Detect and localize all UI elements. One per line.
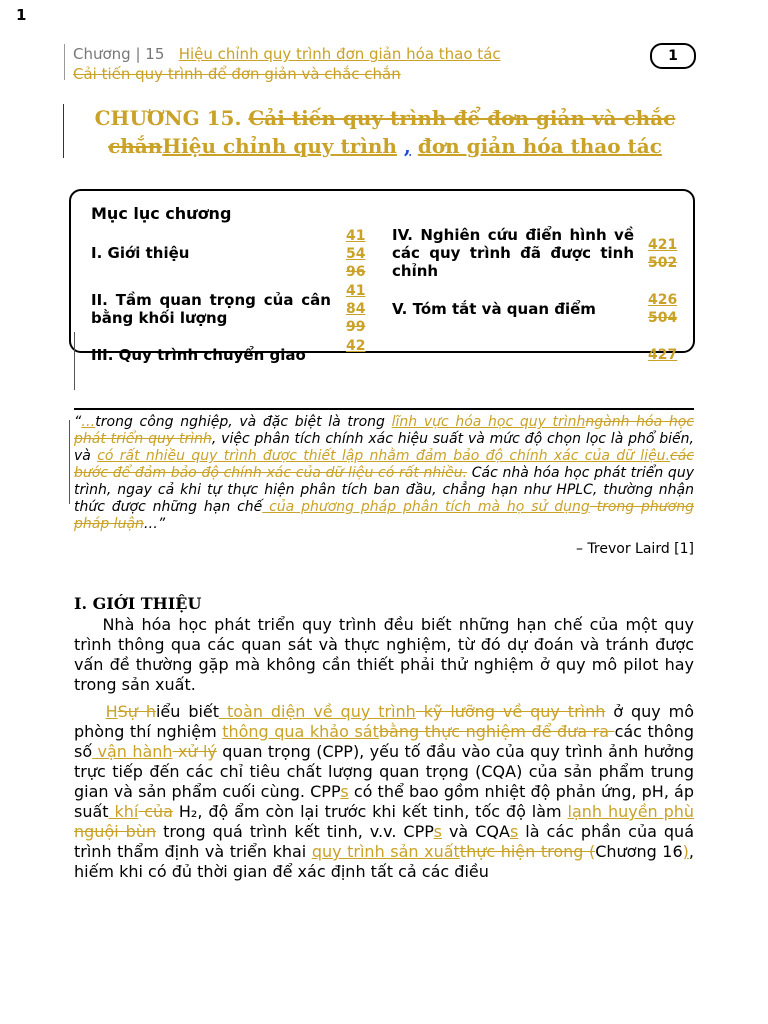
quote-text: trong công nghiệp, và đặc biệt là trong (95, 414, 392, 430)
quote-deleted: các bước để đảm bảo độ chính xác của dữ liệu có rất nhiều. (74, 448, 694, 481)
paragraph-text: và CQA (441, 822, 510, 841)
inserted-text: vận hành (92, 742, 173, 761)
header-title-inserted: Hiệu chỉnh quy trình đơn giản hóa thao tác (178, 45, 501, 63)
inserted-text: thông qua khảo sát (222, 722, 379, 741)
inserted-text: lạnh huyền phù (567, 802, 695, 821)
inserted-text: s (340, 782, 349, 801)
quote-inserted: lĩnh vực hóa học quy trình (391, 414, 586, 430)
toc-page-number: 42 (346, 338, 366, 354)
paragraph-text: ở quy mô phòng thí nghiệm (74, 702, 695, 741)
header-left-bar (64, 44, 65, 80)
toc-item-pages[interactable] (648, 236, 677, 272)
inserted-text: khí (108, 802, 139, 821)
toc-page-number: 427 (648, 347, 678, 363)
toc-left-bar (74, 332, 75, 390)
toc-page-number-deleted: 504 (648, 310, 678, 326)
toc-item-pages[interactable] (346, 227, 365, 281)
quote-open: “ (74, 414, 82, 430)
chapter-title-comma: , (403, 134, 411, 158)
chapter-title-deleted-1: Cải tiến quy trình để đơn giản và chắc (248, 106, 676, 130)
section-heading: I. GIỚI THIỆU (74, 594, 202, 613)
toc-item-label[interactable]: II. Tầm quan trọng của cân bằng khối lượng (91, 291, 331, 327)
quote-inserted-ellipsis: … (81, 414, 96, 430)
body-paragraph (74, 615, 694, 695)
deleted-text: kỹ lưỡng về quy trình (415, 702, 606, 721)
toc-page-number-deleted: 96 (346, 264, 366, 280)
toc-page-number: 41 (346, 283, 366, 299)
chapter-title-deleted-2: chắn (108, 134, 163, 158)
quote-left-bar (69, 420, 70, 504)
deleted-text: của (138, 802, 173, 821)
paragraph-text: Chương 16 (595, 842, 683, 861)
chapter-title-inserted-b: đơn giản hóa thao tác (417, 134, 662, 158)
quote-text: Các nhà hóa học phát triển quy trình, ngay cả khi tự thực hiện phân tích ban đầu, chẳng hạn như HPLC, thường nhận thức được những hạn chế (74, 465, 694, 515)
quote-author: – Trevor Laird [1] (575, 541, 694, 557)
paragraph-text: là các phần của quá trình thẩm định và triển khai (74, 822, 695, 861)
quote-inserted: có rất nhiều quy trình được thiết lập nhằm đảm bảo độ chính xác của dữ liệu. (97, 448, 671, 464)
inserted-text: toàn diện về quy trình (219, 702, 416, 721)
inserted-text: s (509, 822, 519, 841)
inserted-text: s (433, 822, 442, 841)
quote-deleted: trong phương pháp luận (74, 499, 694, 532)
toc-page-number: 84 (346, 301, 366, 317)
toc-item-label[interactable]: I. Giới thiệu (91, 244, 190, 262)
quote-close: …” (143, 516, 166, 532)
toc-item-label[interactable]: III. Quy trình chuyển giao (91, 346, 306, 364)
paragraph-text: H₂, độ ẩm còn lại trước khi kết tinh, tốc độ làm (172, 802, 568, 821)
paragraph-text: iểu biết (155, 702, 220, 721)
toc-page-number: 41 (346, 228, 366, 244)
toc-item-pages[interactable] (648, 346, 677, 364)
toc-page-number: 421 (648, 237, 678, 253)
toc-title: Mục lục chương (91, 204, 232, 223)
paragraph-text: quan trọng (CPP), yếu tố đầu vào của quy trình ảnh hưởng trực tiếp đến các chỉ tiêu chất lượng quan trọng (CQA) của sản phẩm trung gian và sản phẩm cuối cùng. CPP (74, 742, 695, 801)
title-left-bar (63, 104, 64, 158)
header-title-deleted: Cải tiến quy trình để đơn giản và chắc chắn (73, 65, 401, 83)
toc-page-number: 426 (648, 292, 678, 308)
toc-page-number-deleted: 502 (648, 255, 678, 271)
deleted-text: nguội bùn (74, 822, 157, 841)
toc-page-number: 54 (346, 246, 366, 262)
chapter-title (70, 104, 700, 160)
paragraph-text: trong quá trình kết tinh, v.v. CPP (156, 822, 434, 841)
paragraph-text: có thể bao gồm nhiệt độ phản ứng, pH, áp suất (74, 782, 695, 821)
chapter-prefix: CHƯƠNG 15. (94, 106, 242, 130)
toc-item-label[interactable]: V. Tóm tắt và quan điểm (392, 300, 596, 318)
toc-item-pages[interactable] (346, 282, 365, 336)
quote-rule (74, 408, 694, 410)
toc-item-pages[interactable] (346, 337, 365, 355)
page-number: 1 (16, 6, 27, 24)
header-chapter-label: Chương | 15 (73, 45, 165, 63)
deleted-text: Sự h (117, 702, 156, 721)
quote-deleted: ngành hóa học phát triển quy trình (74, 414, 694, 447)
deleted-text: bằng thực nghiệm để đưa ra (378, 722, 615, 741)
paragraph-text: , hiếm khi có đủ thời gian để xác định tất cả các điều (74, 842, 695, 881)
deleted-text: xử lý (172, 742, 217, 761)
toc-page-number-deleted: 99 (346, 319, 366, 335)
running-header (73, 44, 593, 84)
epigraph-quote (74, 414, 694, 533)
paragraph-text: Nhà hóa học phát triển quy trình đều biết những hạn chế của một quy trình thông qua các quan sát và thực nghiệm, từ đó dự đoán và tránh được vấn đề thường gặp mà không cần thiết phải thử nghiệm ở quy mô pilot hay trong sản xuất. (74, 615, 694, 694)
toc-item-pages[interactable] (648, 291, 677, 327)
inserted-text: ) (682, 842, 689, 861)
inserted-text: quy trình sản xuất (311, 842, 460, 861)
quote-inserted: của phương pháp phân tích mà họ sử dụng (262, 499, 590, 515)
toc-item-label[interactable]: IV. Nghiên cứu điển hình về các quy trình đã được tinh chỉnh (392, 226, 634, 280)
chapter-title-inserted-a: Hiệu chỉnh quy trình (162, 134, 397, 158)
body-paragraph (74, 702, 694, 882)
inserted-text: H (105, 702, 118, 721)
header-page-pill: 1 (650, 43, 696, 69)
paragraph-text: các thông số (74, 722, 695, 761)
quote-text: , việc phân tích chính xác hiệu suất và mức độ chọn lọc là phổ biến, và (74, 431, 694, 464)
deleted-text: thực hiện trong ( (459, 842, 596, 861)
